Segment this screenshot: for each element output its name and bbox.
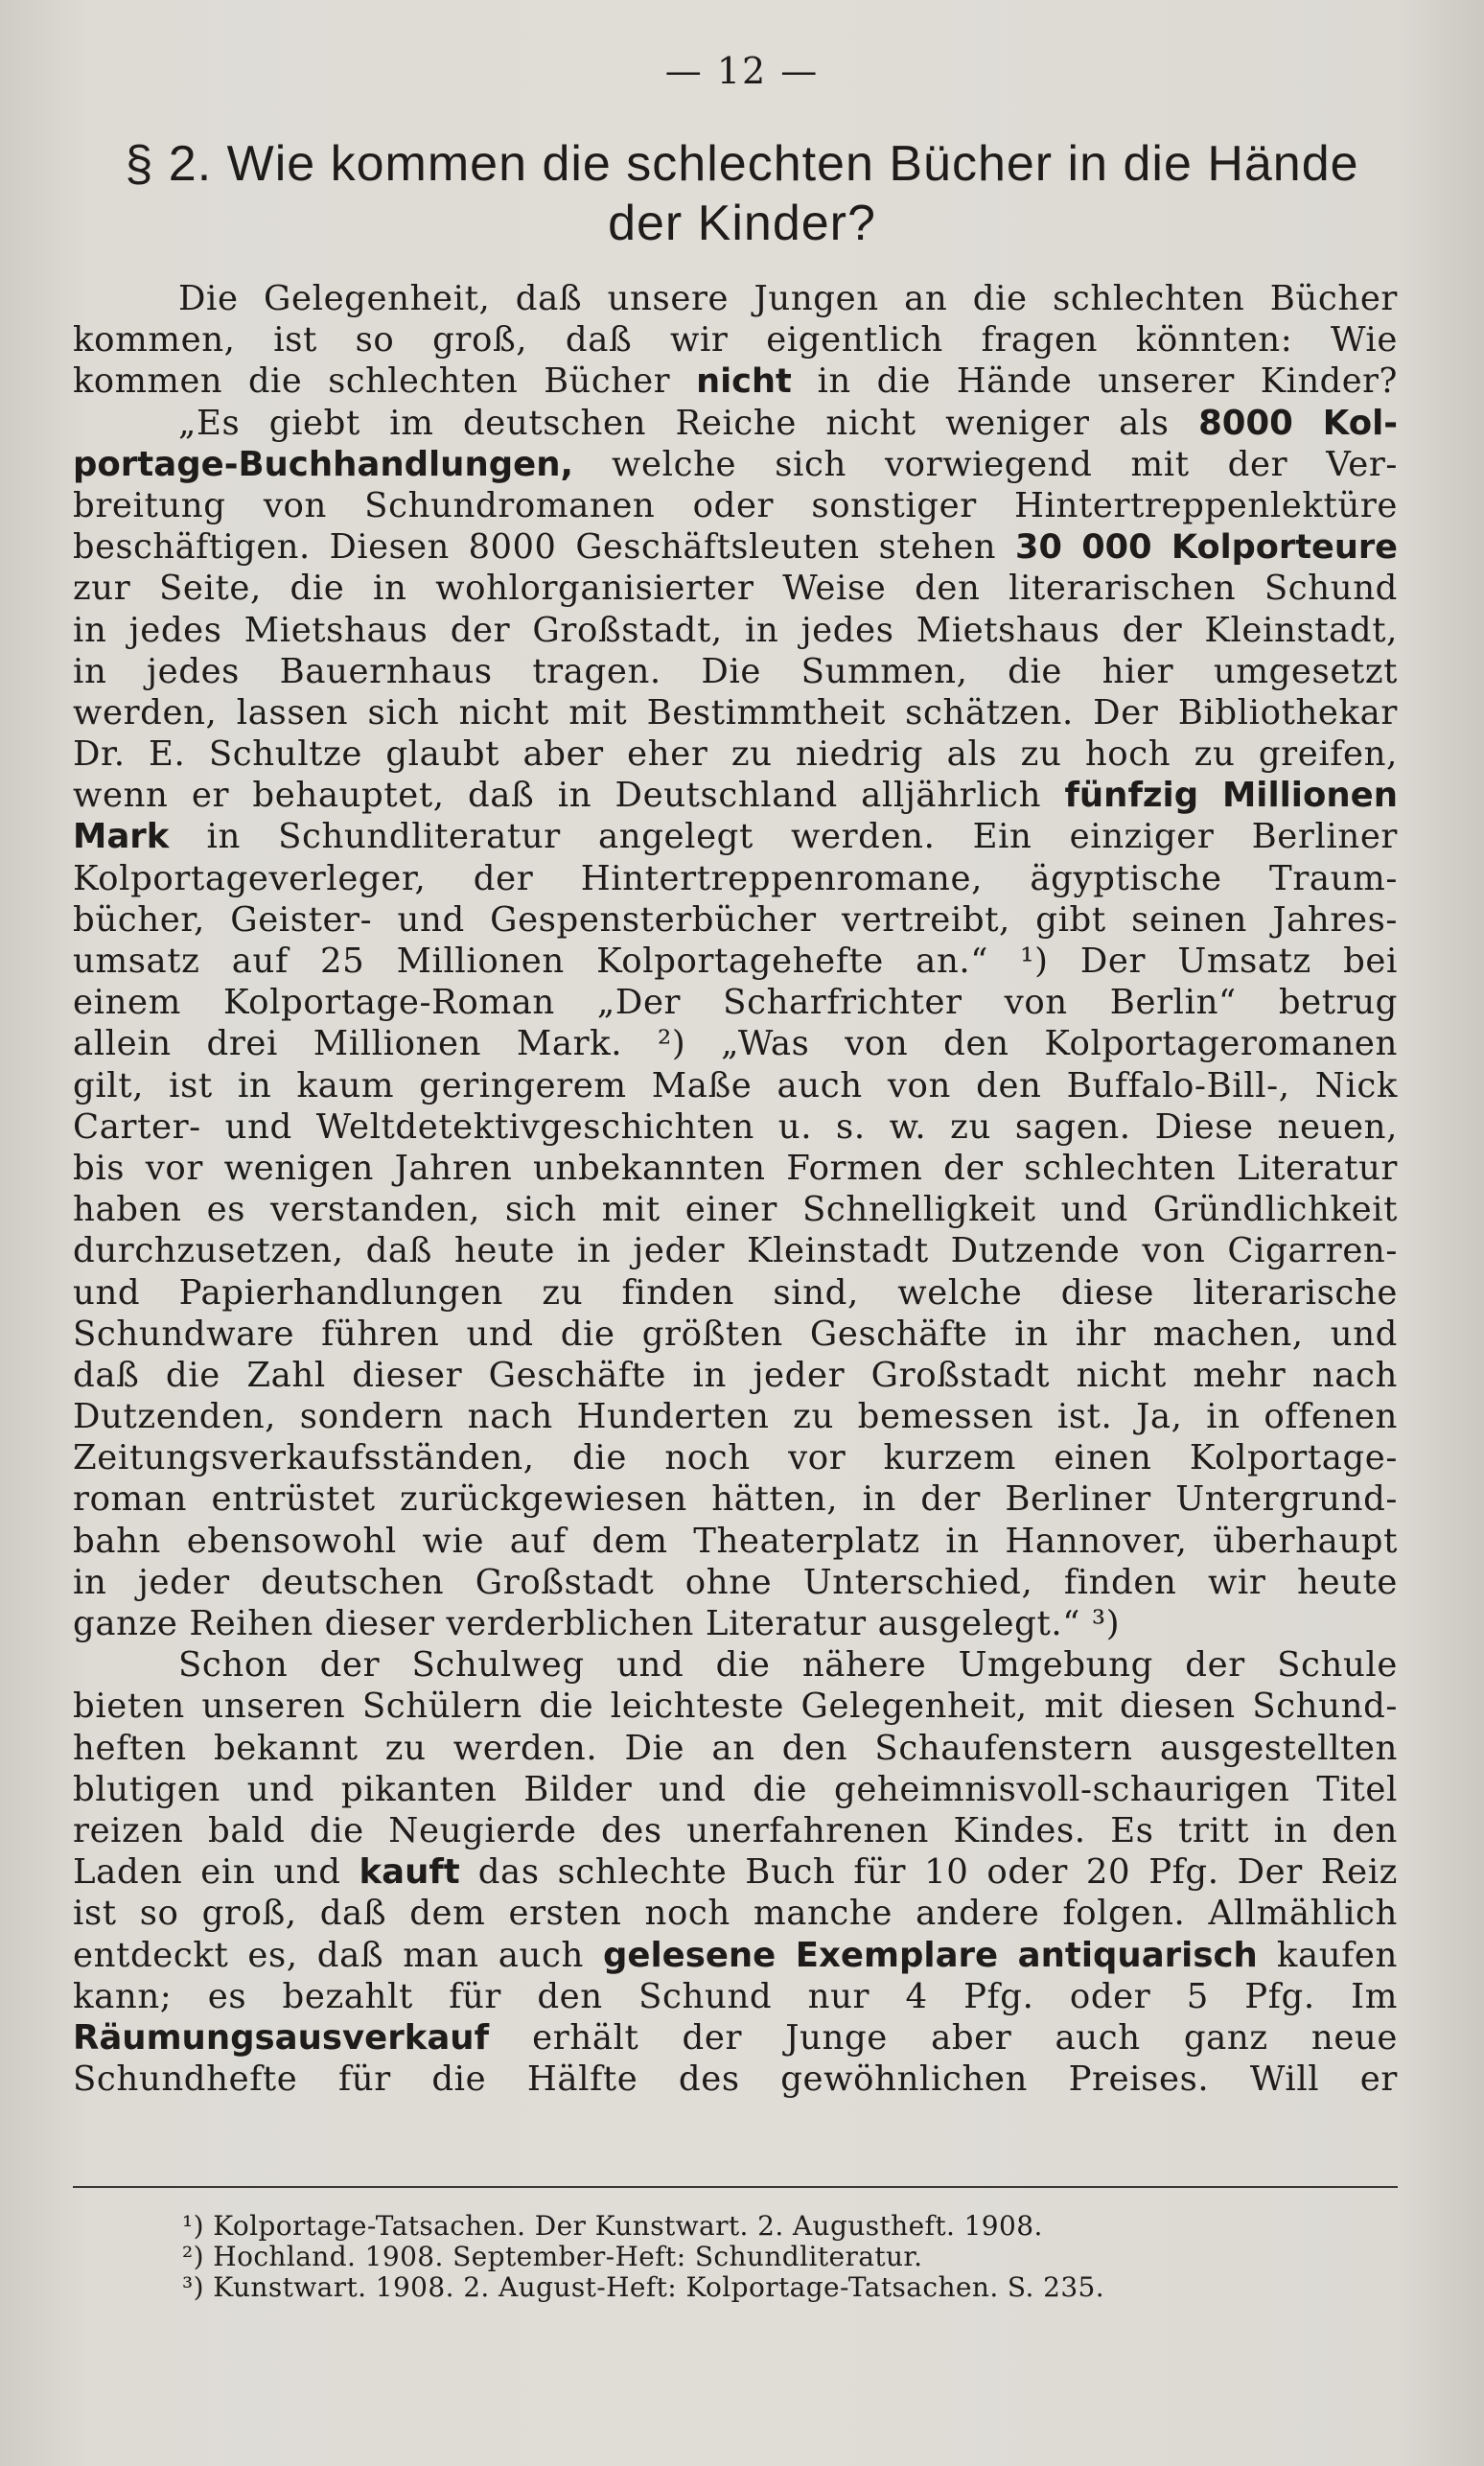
text-line: Räumungsausverkauf erhält der Junge aber auch ganz neue xyxy=(73,2017,1398,2058)
text-line: Schon der Schulweg und die nähere Umgebung der Schule xyxy=(178,1645,1398,1686)
text-line: einem Kolportage-Roman „Der Scharfrichter von Berlin“ betrug xyxy=(73,983,1398,1023)
text-line: Kolportageverleger, der Hintertreppenromane, ägyptische Traum- xyxy=(73,858,1398,898)
text-line: Laden ein und kauft das schlechte Buch für 10 oder 20 Pfg. Der Reiz xyxy=(73,1852,1398,1893)
text-line: ganze Reihen dieser verderblichen Literatur ausgelegt.“ ³) xyxy=(73,1604,1121,1643)
text-line: gilt, ist in kaum geringerem Maße auch von den Buffalo-Bill-, Nick xyxy=(73,1065,1398,1105)
emphasis: Räumungsausverkauf xyxy=(73,2017,490,2058)
emphasis: 30 000 Kolporteure xyxy=(1015,527,1398,568)
text-line: Carter- und Weltdetektivgeschichten u. s. w. zu sagen. Diese neuen, xyxy=(73,1106,1398,1147)
footnotes xyxy=(182,2211,1371,2303)
text-line: kommen die schlechten Bücher nicht in die Hände unserer Kinder? xyxy=(73,361,1398,402)
text-line: portage-Buchhandlungen, welche sich vorwiegend mit der Ver- xyxy=(73,444,1398,484)
text-line: in jeder deutschen Großstadt ohne Unterschied, finden wir heute xyxy=(73,1562,1398,1602)
footnote-2: ²) Hochland. 1908. September-Heft: Schundliteratur. xyxy=(182,2241,923,2272)
emphasis: fünfzig Millionen xyxy=(1064,776,1398,816)
emphasis: gelesene Exemplare antiquarisch xyxy=(602,1935,1258,1975)
emphasis: portage-Buchhandlungen, xyxy=(73,444,573,484)
page-number: — 12 — xyxy=(664,50,820,92)
text-line: in jedes Mietshaus der Großstadt, in jedes Mietshaus der Kleinstadt, xyxy=(73,610,1398,650)
text-line: bücher, Geister- und Gespensterbücher vertreibt, gibt seinen Jahres- xyxy=(73,899,1398,940)
text-line: zur Seite, die in wohlorganisierter Weise den literarischen Schund xyxy=(73,569,1398,609)
text-line: umsatz auf 25 Millionen Kolportagehefte an.“ ¹) Der Umsatz bei xyxy=(73,942,1398,981)
text-line: kann; es bezahlt für den Schund nur 4 Pfg. oder 5 Pfg. Im xyxy=(73,1976,1398,2016)
text-line: Schundhefte für die Hälfte des gewöhnlichen Preises. Will er xyxy=(73,2059,1398,2100)
text-line: kommen, ist so groß, daß wir eigentlich fragen könnten: Wie xyxy=(73,320,1398,361)
text-line: Dutzenden, sondern nach Hunderten zu bemessen ist. Ja, in offenen xyxy=(73,1397,1398,1437)
emphasis: nicht xyxy=(696,361,792,402)
text-line: werden, lassen sich nicht mit Bestimmtheit schätzen. Der Bibliothekar xyxy=(73,692,1398,733)
text-line: entdeckt es, daß man auch gelesene Exemplare antiquarisch kaufen xyxy=(73,1935,1398,1975)
section-heading xyxy=(96,134,1388,253)
text-line: wenn er behauptet, daß in Deutschland alljährlich fünfzig Millionen xyxy=(73,776,1398,816)
emphasis: Mark xyxy=(73,817,170,857)
text-line: beschäftigen. Diesen 8000 Geschäftsleuten stehen 30 000 Kolporteure xyxy=(73,527,1398,568)
text-line: Mark in Schundliteratur angelegt werden. Ein einziger Berliner xyxy=(73,817,1398,857)
text-line: Zeitungsverkaufsständen, die noch vor kurzem einen Kolportage- xyxy=(73,1438,1398,1478)
text-line: Schundware führen und die größten Geschäfte in ihr machen, und xyxy=(73,1314,1398,1354)
text-line: in jedes Bauernhaus tragen. Die Summen, die hier umgesetzt xyxy=(73,651,1398,691)
text-line: durchzusetzen, daß heute in jeder Kleinstadt Dutzende von Cigarren- xyxy=(73,1231,1398,1271)
text-line: Die Gelegenheit, daß unsere Jungen an die schlechten Bücher xyxy=(178,279,1398,318)
footnote-divider xyxy=(73,2186,1398,2188)
text-line: haben es verstanden, sich mit einer Schnelligkeit und Gründlichkeit xyxy=(73,1190,1398,1230)
section-heading-line-1: § 2. Wie kommen die schlechten Bücher in die Hände xyxy=(125,136,1359,192)
text-line: blutigen und pikanten Bilder und die geheimnisvoll-schaurigen Titel xyxy=(73,1769,1398,1809)
text-line: und Papierhandlungen zu finden sind, welche diese literarische xyxy=(73,1272,1398,1313)
text-line: heften bekannt zu werden. Die an den Schaufenstern ausgestellten xyxy=(73,1728,1398,1768)
footnote-3: ³) Kunstwart. 1908. 2. August-Heft: Kolportage-Tatsachen. S. 235. xyxy=(182,2271,1105,2303)
emphasis: kauft xyxy=(359,1852,460,1893)
text-line: allein drei Millionen Mark. ²) „Was von den Kolportageromanen xyxy=(73,1024,1398,1064)
text-line: daß die Zahl dieser Geschäfte in jeder Großstadt nicht mehr nach xyxy=(73,1355,1398,1395)
text-line: reizen bald die Neugierde des unerfahrenen Kindes. Es tritt in den xyxy=(73,1810,1398,1850)
text-line: ist so groß, daß dem ersten noch manche andere folgen. Allmählich xyxy=(73,1894,1398,1934)
section-heading-line-2: der Kinder? xyxy=(608,196,876,251)
text-line: bahn ebensowohl wie auf dem Theaterplatz in Hannover, überhaupt xyxy=(73,1521,1398,1561)
text-line: Dr. E. Schultze glaubt aber eher zu niedrig als zu hoch zu greifen, xyxy=(73,734,1398,775)
body-text xyxy=(73,278,1398,2100)
text-line: bieten unseren Schülern die leichteste Gelegenheit, mit diesen Schund- xyxy=(73,1687,1398,1727)
text-line: bis vor wenigen Jahren unbekannten Formen der schlechten Literatur xyxy=(73,1148,1398,1188)
text-line: roman entrüstet zurückgewiesen hätten, in der Berliner Untergrund- xyxy=(73,1479,1398,1520)
text-line: „Es giebt im deutschen Reiche nicht weniger als 8000 Kol- xyxy=(178,403,1398,443)
emphasis: 8000 Kol- xyxy=(1198,403,1398,443)
text-line: breitung von Schundromanen oder sonstiger Hintertreppenlektüre xyxy=(73,485,1398,525)
footnote-1: ¹) Kolportage-Tatsachen. Der Kunstwart. 2. Augustheft. 1908. xyxy=(182,2210,1043,2242)
